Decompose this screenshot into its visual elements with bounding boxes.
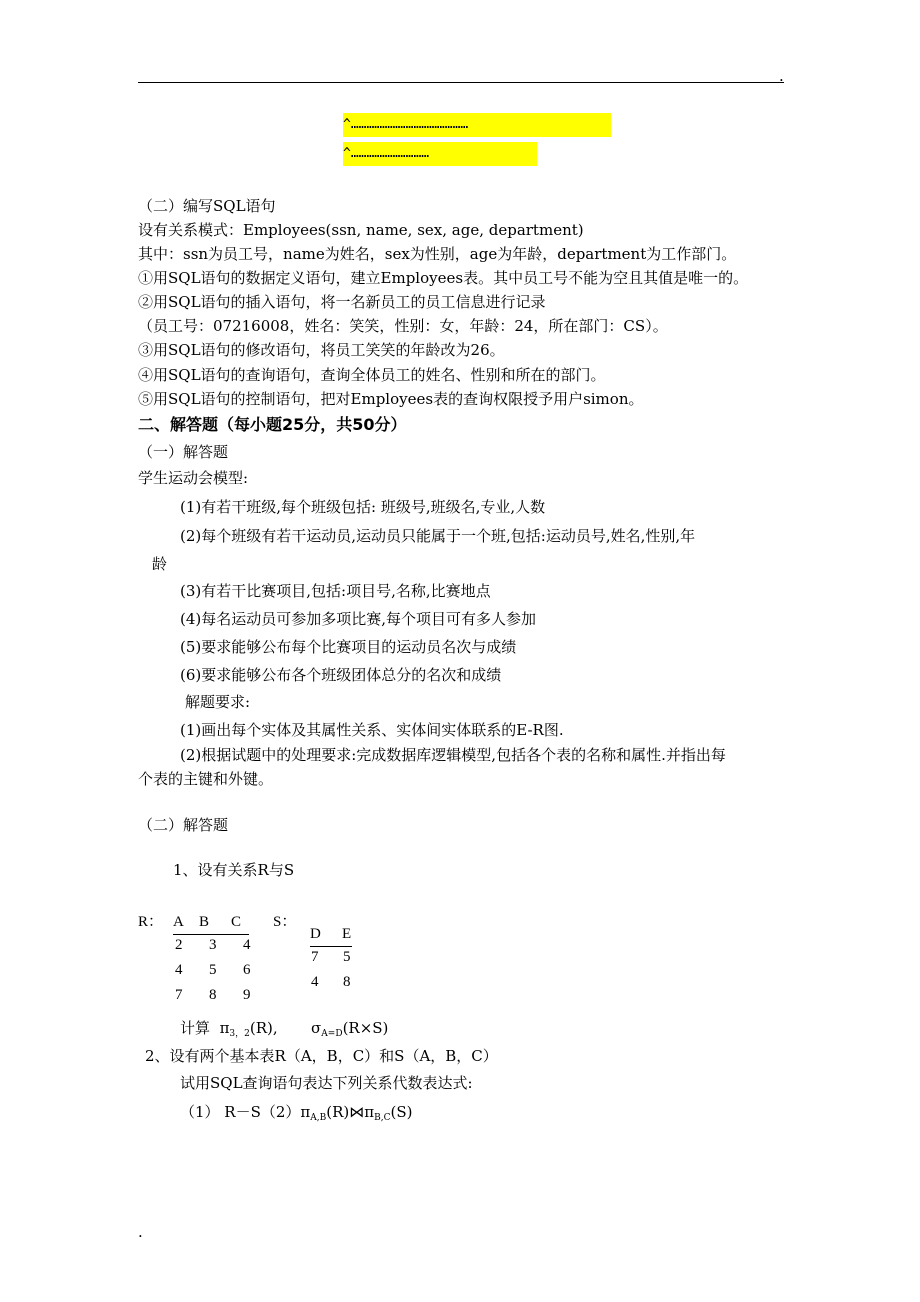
sql-item: ④用SQL语句的查询语句，查询全体员工的姓名、性别和所在的部门。 — [138, 366, 606, 384]
relation-r-row — [175, 933, 277, 957]
model-item: (4)每名运动员可参加多项比赛,每个项目可有多人参加 — [180, 610, 537, 628]
model-item: (6)要求能够公布各个班级团体总分的名次和成绩 — [180, 666, 502, 684]
question-2-instruction: 试用SQL查询语句表达下列关系代数表达式: — [180, 1074, 473, 1092]
requirement-item: (2)根据试题中的处理要求:完成数据库逻辑模型,包括各个表的名称和属性.并指出每 — [180, 746, 726, 764]
relation-r-label: R： — [138, 914, 164, 930]
expr-part1: （1） R－S（2）π — [180, 1103, 311, 1121]
relation-r-col: C — [231, 914, 242, 930]
requirements-title: 解题要求: — [185, 693, 251, 711]
subsection-heading-2: （二）解答题 — [138, 816, 229, 834]
relation-r-row — [175, 958, 277, 982]
part-title: 二、解答题（每小题25分，共50分） — [138, 415, 407, 434]
sql-item: （员工号：07216008，姓名：笑笑，性别：女，年龄：24，所在部门：CS）。 — [138, 317, 668, 335]
pi-subscript: 3，2 — [229, 1029, 250, 1039]
model-item: (3)有若干比赛项目,包括:项目号,名称,比赛地点 — [180, 582, 491, 600]
expr-mid: (R)⋈π — [326, 1103, 375, 1121]
relation-s-header-underline — [310, 922, 352, 947]
relation-r-col: B — [199, 914, 210, 930]
highlight-line-1: ^……………………………………… — [343, 113, 611, 137]
header-rule — [138, 82, 784, 83]
pi-symbol: π — [219, 1019, 230, 1037]
relation-r-col: A — [173, 914, 184, 930]
relation-r-cell: 3 — [209, 937, 217, 953]
relation-s-col: D — [310, 926, 321, 942]
relation-s-header — [310, 922, 352, 947]
question-1: 1、设有关系R与S — [173, 861, 295, 879]
relation-s-label: S： — [273, 914, 297, 930]
question-2-expression — [180, 1102, 413, 1128]
calc-line — [180, 1018, 388, 1044]
model-item: (1)有若干班级,每个班级包括: 班级号,班级名,专业,人数 — [180, 498, 546, 516]
expr-end: (S) — [390, 1103, 413, 1121]
relation-r-cell: 7 — [175, 987, 183, 1003]
relation-s-cell: 7 — [311, 949, 319, 965]
sigma-symbol: σ — [311, 1019, 322, 1037]
sql-item: ②用SQL语句的插入语句，将一名新员工的员工信息进行记录 — [138, 293, 546, 311]
requirement-item-wrap: 个表的主键和外键。 — [138, 770, 274, 788]
relation-r-cell: 8 — [209, 987, 217, 1003]
model-item: (5)要求能够公布每个比赛项目的运动员名次与成绩 — [180, 638, 517, 656]
relation-r-cell: 2 — [175, 937, 183, 953]
model-title: 学生运动会模型: — [138, 469, 249, 487]
relation-s-cell: 4 — [311, 974, 319, 990]
sigma-argument: (R×S) — [342, 1019, 389, 1037]
relation-r-cell: 9 — [243, 987, 251, 1003]
relation-r-header-underline — [173, 910, 249, 935]
subsection-heading: （一）解答题 — [138, 443, 229, 461]
relation-s-row — [311, 945, 355, 969]
relation-s-cell: 5 — [343, 949, 351, 965]
section-heading: （二）编写SQL语句 — [138, 197, 276, 215]
relation-r-cell: 6 — [243, 962, 251, 978]
schema-line: 设有关系模式：Employees(ssn, name, sex, age, department) — [138, 221, 584, 239]
pi-argument: (R), — [249, 1019, 278, 1037]
highlight-line-2: ^………………………… — [343, 142, 537, 166]
model-item: (2)每个班级有若干运动员,运动员只能属于一个班,包括:运动员号,姓名,性别,年 — [180, 527, 696, 545]
relation-s-row — [311, 970, 355, 994]
sql-item: ①用SQL语句的数据定义语句，建立Employees表。其中员工号不能为空且其值是唯一的。 — [138, 269, 749, 287]
sql-item: ⑤用SQL语句的控制语句，把对Employees表的查询权限授予用户simon。 — [138, 390, 644, 408]
relation-r-header — [173, 910, 253, 935]
requirement-item: (1)画出每个实体及其属性关系、实体间实体联系的E-R图. — [180, 721, 564, 739]
expr-sub1: A,B — [310, 1113, 327, 1123]
sigma-subscript: A=D — [321, 1029, 343, 1039]
relation-r-cell: 4 — [175, 962, 183, 978]
footer-dot: . — [138, 1223, 143, 1241]
header-dot: . — [779, 67, 784, 85]
calc-prefix: 计算 — [180, 1019, 211, 1037]
sql-item: ③用SQL语句的修改语句，将员工笑笑的年龄改为26。 — [138, 341, 505, 359]
relation-s-col: E — [342, 926, 352, 942]
expr-sub2: B,C — [374, 1113, 391, 1123]
relation-r-cell: 5 — [209, 962, 217, 978]
relation-r-row — [175, 983, 277, 1007]
relation-r-cell: 4 — [243, 937, 251, 953]
schema-desc: 其中：ssn为员工号，name为姓名，sex为性别，age为年龄，department为工作部门。 — [138, 245, 737, 263]
relation-s-cell: 8 — [343, 974, 351, 990]
model-item-wrap: 龄 — [152, 555, 168, 573]
question-2: 2、设有两个基本表R（A，B，C）和S（A，B，C） — [145, 1047, 498, 1065]
